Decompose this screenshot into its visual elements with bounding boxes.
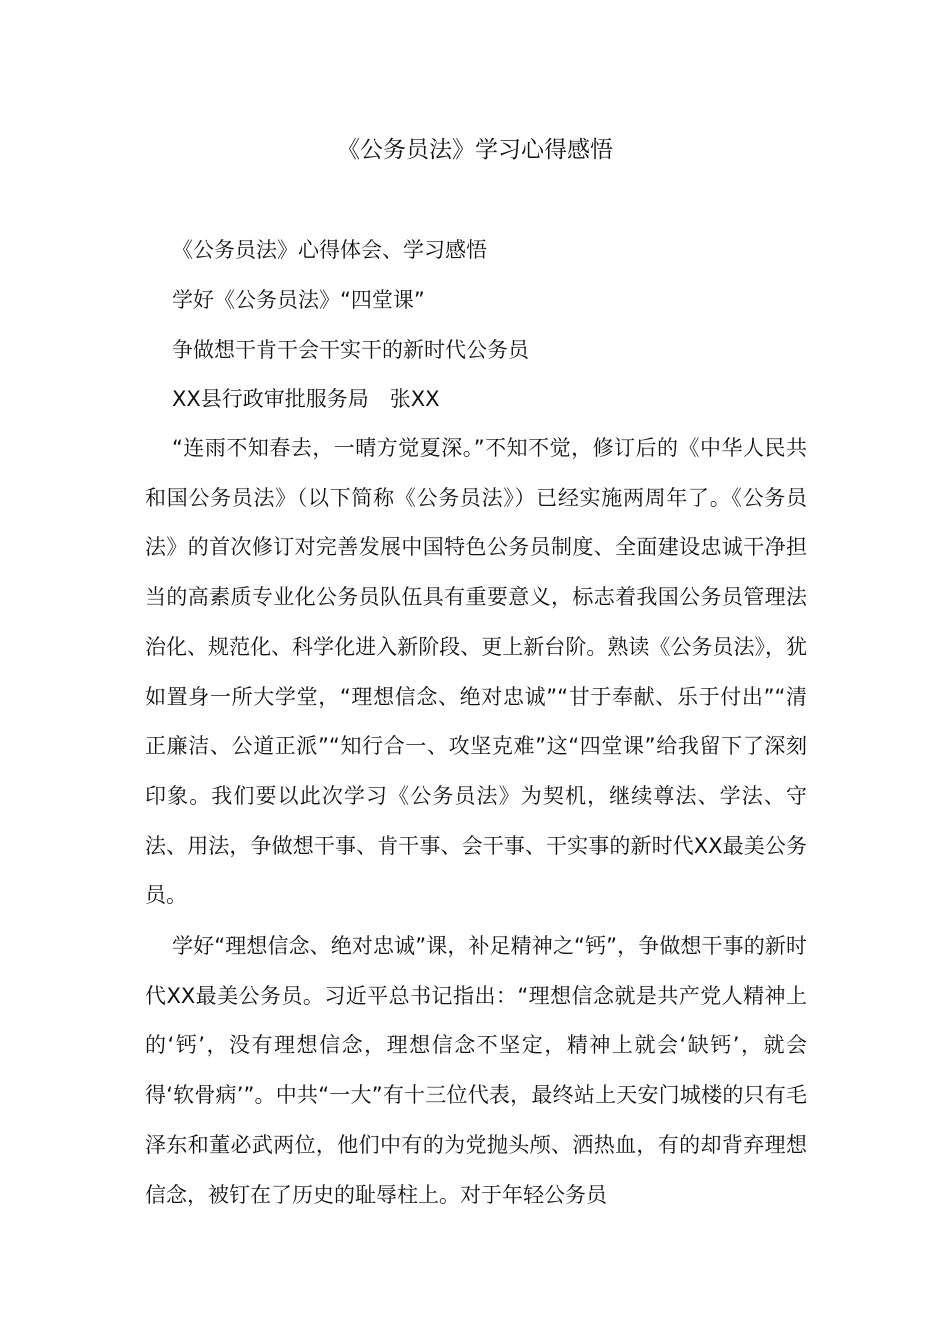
- document-title: 《公务员法》学习心得感悟: [337, 137, 613, 163]
- subtitle-line: 争做想干肯干会干实干的新时代公务员: [172, 338, 529, 362]
- body-paragraph: 学好“理想信念、绝对忠诚”课，补足精神之“钙”，争做想干事的新时代XX最美公务员。习近平总书记指出：“理想信念就是共产党人精神上的‘钙’，没有理想信念，理想信念不坚定，精神上就会‘缺钙’，就会得‘软骨病’”。中共“一大”有十三位代表，最终站上天安门城楼的只有毛泽东和董必武两位，他们中有的为党抛头颅、洒热血，有的却背弃理想信念，被钉在了历史的耻辱柱上。对于年轻公务员: [145, 934, 807, 1207]
- subtitle-line: 《公务员法》心得体会、学习感悟: [172, 238, 487, 262]
- body-paragraph: “连雨不知春去，一晴方觉夏深。”不知不觉，修订后的《中华人民共和国公务员法》（以下简称《公务员法》）已经实施两周年了。《公务员法》的首次修订对完善发展中国特色公务员制度、全面建设忠诚干净担当的高素质专业化公务员队伍具有重要意义，标志着我国公务员管理法治化、规范化、科学化进入新阶段、更上新台阶。熟读《公务员法》，犹如置身一所大学堂，“理想信念、绝对忠诚”“甘于奉献、乐于付出”“清正廉洁、公道正派”“知行合一、攻坚克难”这“四堂课”给我留下了深刻印象。我们要以此次学习《公务员法》为契机，继续尊法、学法、守法、用法，争做想干事、肯干事、会干事、干实事的新时代XX最美公务员。: [145, 436, 807, 908]
- subtitle-line: 学好《公务员法》“四堂课”: [172, 288, 425, 312]
- author-line: XX县行政审批服务局 张XX: [172, 387, 440, 411]
